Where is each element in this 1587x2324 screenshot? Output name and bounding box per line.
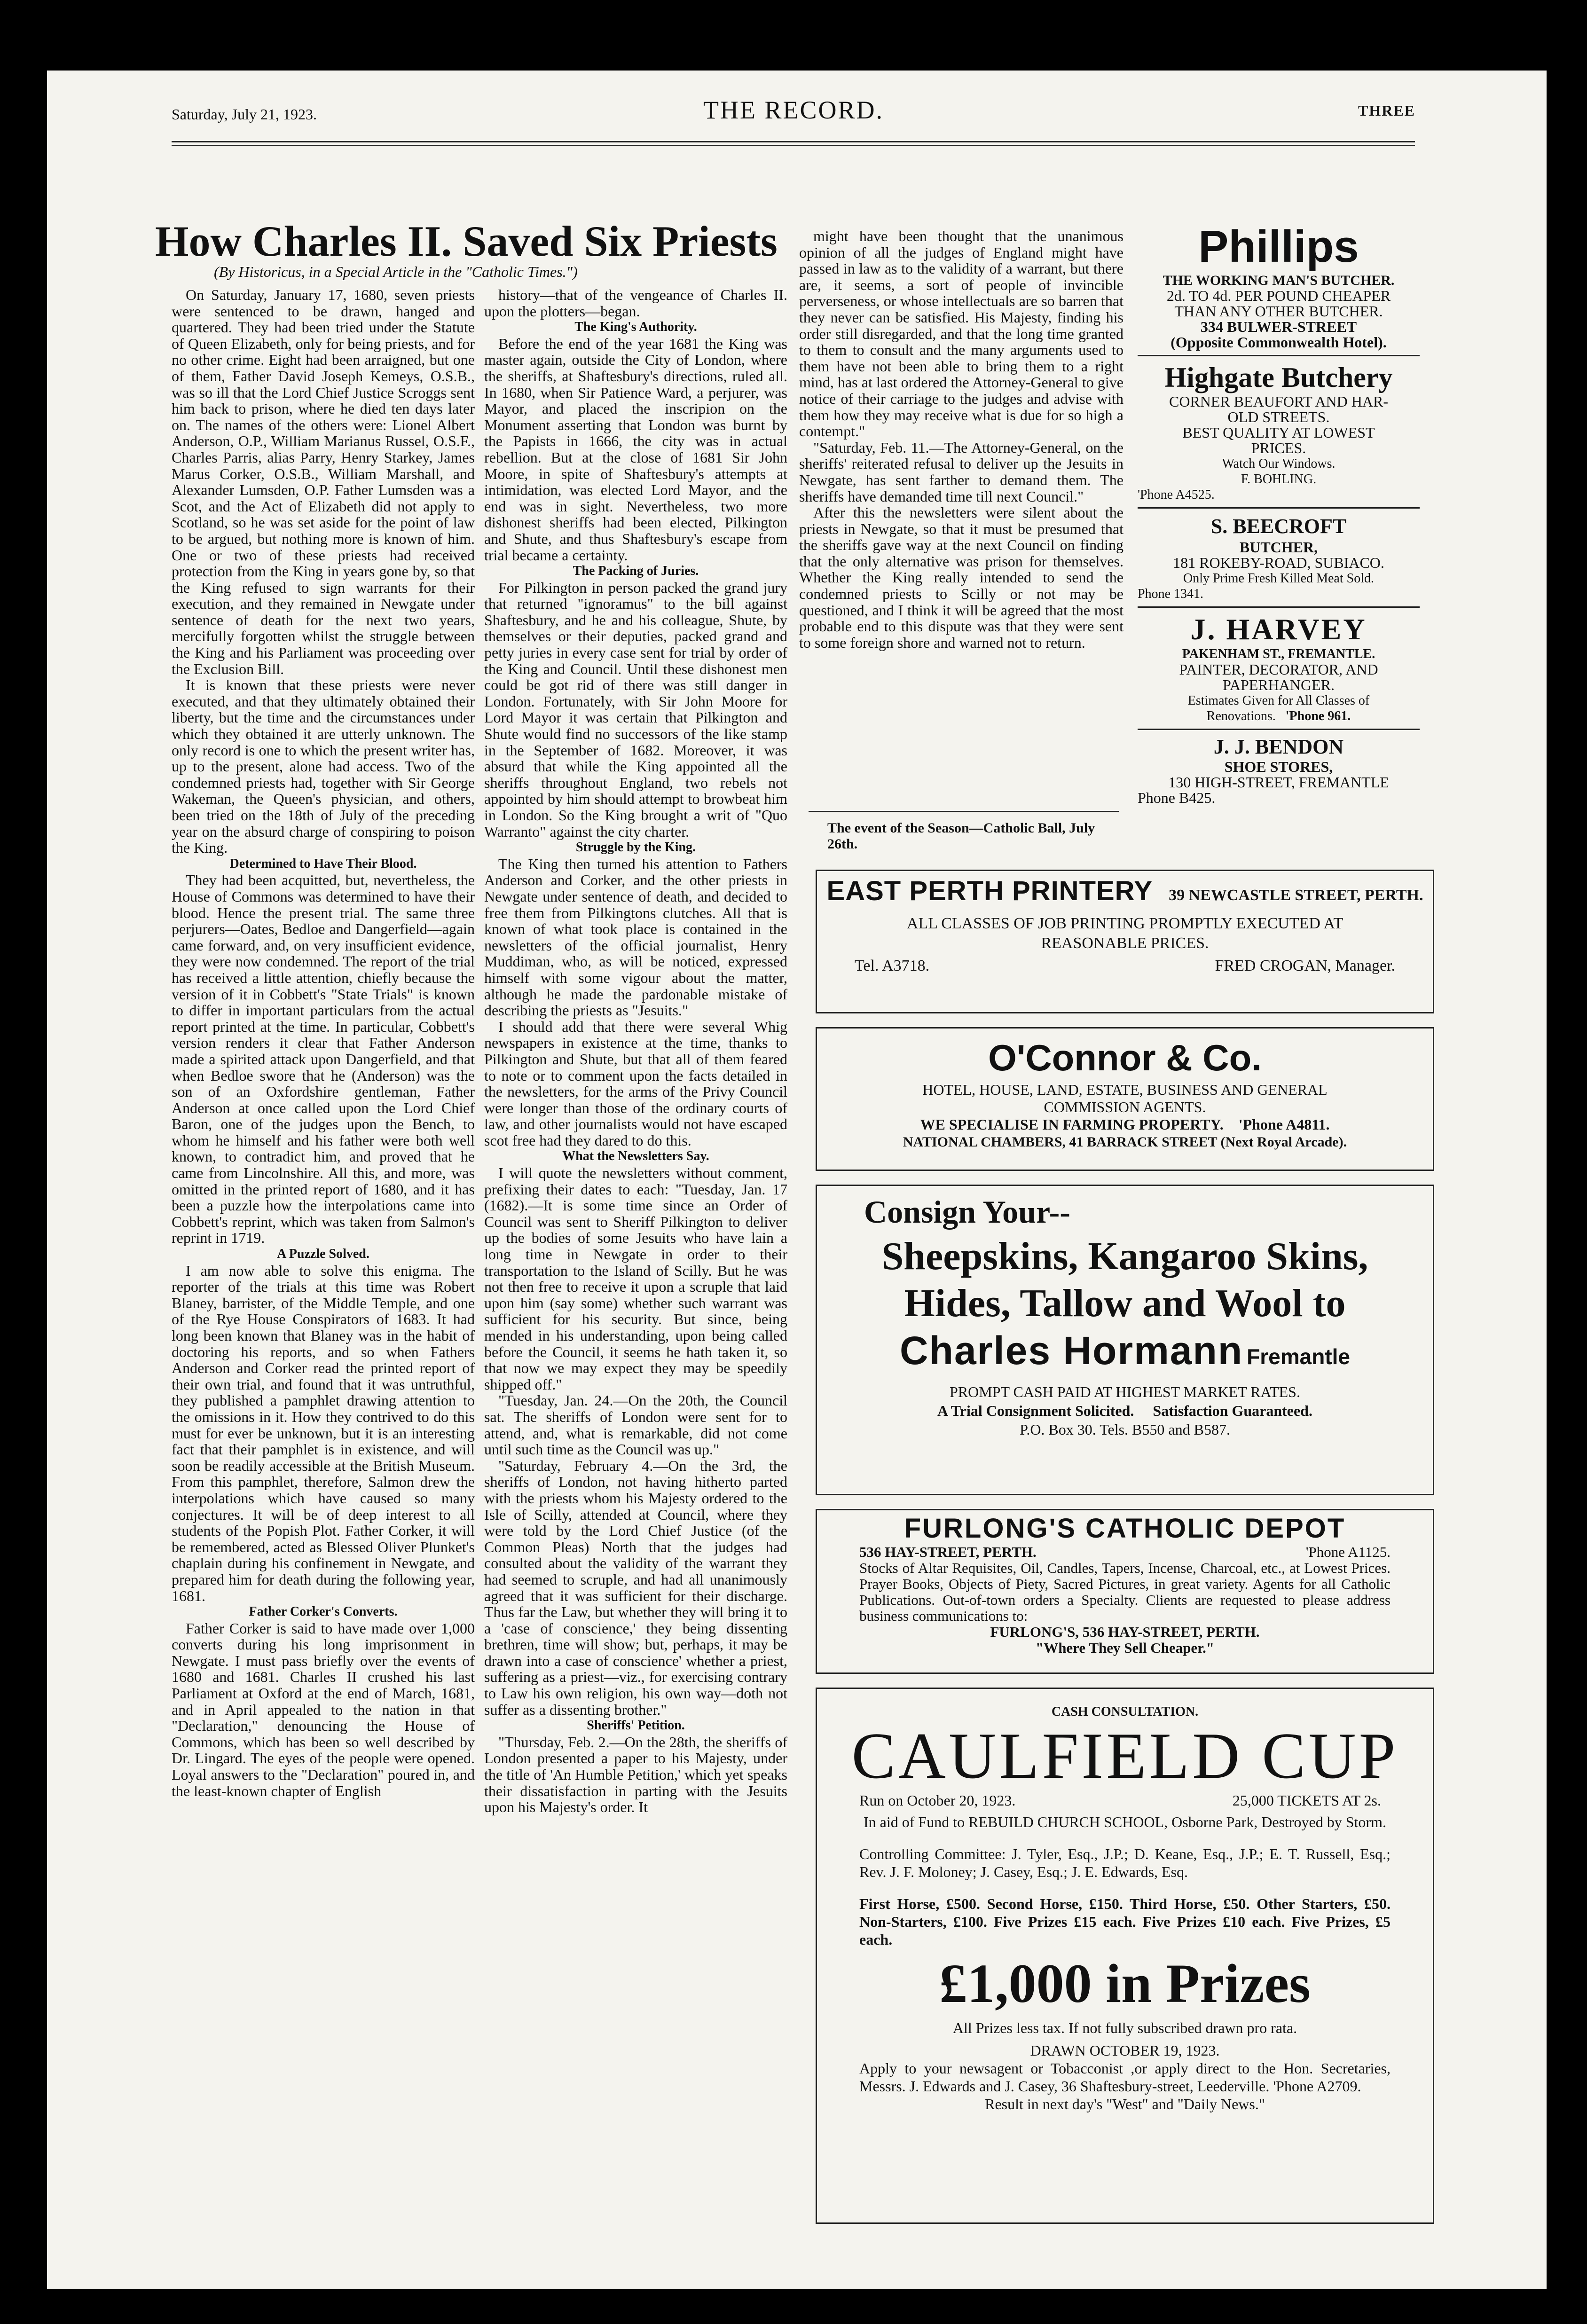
ad-line: [817, 1544, 1433, 1560]
oconnor-name: O'Connor & Co.: [988, 1037, 1262, 1078]
paragraph: "Thursday, Feb. 2.—On the 28th, the sheriffs of London presented a paper to his Majesty, under the title of 'An Humble Petition,' which yet speaks their dissatisfaction in parting with the Jesuits upon his Majesty's order. It: [484, 1733, 787, 1816]
ad-line: PAKENHAM ST., FREMANTLE.: [1182, 647, 1375, 661]
east-perth-printery-ad: [816, 870, 1434, 1013]
ad-line: Hides, Tallow and Wool to: [904, 1281, 1346, 1325]
paragraph: I will quote the newsletters without comment, prefixing their dates to each: "Tuesday, Jan. 17 (1682).—It is some time since an Order of Council was sent to Sheriff Pilkington to deliver up the bodies of some Jesuits who have lain a long time in Newgate in order to their transportation to the Island of Scilly. But he was not then free to receive it upon a scruple that laid upon him (say some) whether such warrant was sufficient for his security. But since, being mended in his understanding, upon being called before the Council, it seems he hath taken it, so that now we may expect they may be speedily shipped off.": [484, 1164, 787, 1393]
subheading: Father Corker's Converts.: [249, 1604, 398, 1619]
ad-line: F. BOHLING.: [1241, 472, 1317, 487]
ad-line: Apply to your newsagent or Tobacconist ,or apply direct to the Hon. Secretaries, Messrs. J. Edwards and J. Casey, 36 Shaftesbury-street, Leederville. 'Phone A2709.: [859, 2060, 1391, 2095]
ad-phone: Phone B425.: [1138, 789, 1216, 806]
paragraph: I am now able to solve this enigma. The reporter of the trials at this time was Robert Blaney, barrister, of the Middle Temple, and one of the Rye House Conspirators of 1683. It had long been known that Blaney was in the habit of doctoring his reports, and so when Fathers Anderson and Corker read the printed report of their own trial, and found that it was untruthful, they published a pamphlet drawing attention to the omissions in it. How they contrived to do this must for ever be unknown, but it is an interesting fact that their pamphlet is in existence, and will soon be readily accessible at the British Museum. From this pamphlet, therefore, Salmon drew the interpolations which have caused so many conjectures. It will be of deep interest to all students of the Popish Plot. Father Corker, it will be remembered, acted as Blessed Oliver Plunket's chaplain during his confinement in Newgate, and prepared him for death during the following year, 1681.: [172, 1262, 475, 1604]
ad-line: A Trial Consignment Solicited.: [937, 1402, 1134, 1419]
printery-name: EAST PERTH PRINTERY: [826, 876, 1153, 906]
caulfield-cup-ad: [816, 1688, 1434, 2224]
paragraph: "Saturday, Feb. 11.—The Attorney-General, on the sheriffs' reiterated refusal to deliver up the Jesuits in Newgate, has sent farther to demand them. The sheriffs have demanded time till next Council.": [799, 439, 1123, 505]
subheading: What the Newsletters Say.: [562, 1149, 709, 1164]
ad-line: [817, 1401, 1433, 1420]
issue-date: Saturday, July 21, 1923.: [172, 106, 317, 123]
page-header: [172, 92, 1415, 129]
caulfield-name: CAULFIELD CUP: [851, 1719, 1398, 1792]
ad-line: Run on October 20, 1923.: [859, 1792, 1016, 1809]
article-column-1: [172, 287, 475, 2120]
ad-line: First Horse, £500. Second Horse, £150. Third Horse, £50. Other Starters, £50. Non-Starters, £100. Five Prizes £15 each. Five Prizes £10 each. Five Prizes, £5 each.: [859, 1895, 1391, 1948]
ad-line: [817, 876, 1433, 906]
ad-phone: 'Phone A1125.: [1305, 1544, 1391, 1560]
ad-line: [817, 953, 1433, 976]
header-rule: [172, 141, 1415, 142]
ad-phone: 'Phone A4525.: [1138, 487, 1215, 502]
ad-line: [817, 1327, 1433, 1382]
ad-line: "Where They Sell Cheaper.": [1035, 1640, 1215, 1656]
article-column-2: [484, 287, 787, 2120]
furlong-address: 536 HAY-STREET, PERTH.: [859, 1544, 1037, 1560]
ad-divider: [1138, 729, 1420, 730]
paragraph: For Pilkington in person packed the grand jury that returned "ignoramus" to the bill against Shaftesbury, and he and his colleague, Shute, by themselves or their deputies, packed grand and petty juries in every case sent for trial by order of the King and Council. Until these dishonest men could be got rid of there was still danger in London. Fortunately, with Sir John Moore for Lord Mayor it was certain that Pilkington and Shute would find no successors of the like stamp in the September of 1682. Moreover, it was absurd that while the King appointed all the sheriffs throughout England, two rebels not appointed by him should attempt to browbeat him in London. So the King brought a writ of "Quo Warranto" against the city charter.: [484, 579, 787, 840]
paragraph: "Saturday, February 4.—On the 3rd, the sheriffs of London, not having hitherto parted with the priests whom his Majesty ordered to the Isle of Scilly, attended at Council, where they were told by the Lord Chief Justice (of the Common Pleas) North that the judges had consulted about the validity of the warrant they had seemed to scruple, and had all unanimously agreed that it was sufficient for their discharge. Thus far the Law, but whether they will bring it to a 'case of conscience,' they being dissenting brethren, time will show; but, perhaps, it may be drawn into a case of conscience' whether a priest, suffering as a priest—viz., for exercising contrary to Law his own religion, his own way—doth not suffer as a dissenting brother.": [484, 1457, 787, 1718]
ad-line: CORNER BEAUFORT AND HAR-: [1169, 393, 1388, 410]
subheading: The Packing of Juries.: [573, 564, 699, 579]
bendon-name: J. J. BENDON: [1213, 735, 1344, 758]
paragraph: The King then turned his attention to Fathers Anderson and Corker, and the other priests in Newgate under sentence of death, and decided to free them from Pilkingtons clutches. All that is known of what took place is contained in the newsletters of the official journalist, Henry Muddiman, who, as will be noticed, expressed himself with some vigour about the matter, although he made the pardonable mistake of describing the priests as "Jesuits.": [484, 855, 787, 1019]
ad-line: PRICES.: [1251, 440, 1306, 456]
ad-line: [817, 1116, 1433, 1133]
article-byline: (By Historicus, in a Special Article in the "Catholic Times."): [214, 263, 578, 280]
ad-line: 130 HIGH-STREET, FREMANTLE: [1168, 774, 1389, 791]
ad-line: Satisfaction Guaranteed.: [1153, 1402, 1312, 1419]
hormann-name: Charles Hormann: [899, 1328, 1243, 1373]
ad-line: Result in next day's "West" and "Daily News.": [985, 2096, 1265, 2112]
event-notice: The event of the Season—Catholic Ball, July 26th.: [827, 820, 1095, 852]
caulfield-prizes-headline: £1,000 in Prizes: [939, 1953, 1311, 2014]
ad-line: Estimates Given for All Classes of: [1187, 693, 1370, 708]
ad-line: COMMISSION AGENTS.: [1044, 1099, 1206, 1115]
ad-phone: 'Phone A4811.: [1238, 1116, 1330, 1133]
phillips-name: Phillips: [1198, 221, 1359, 272]
ad-line: All Prizes less tax. If not fully subscribed drawn pro rata.: [952, 2019, 1297, 2036]
ad-phone: 'Phone 961.: [1285, 709, 1351, 723]
ad-line: PAPERHANGER.: [1223, 676, 1335, 693]
ad-line: In aid of Fund to REBUILD CHURCH SCHOOL, Osborne Park, Destroyed by Storm.: [864, 1814, 1386, 1830]
paragraph: After this the newsletters were silent about the priests in Newgate, so that it must be presumed that the sheriffs gave way at the next Council on finding that the only alternative was prison for themselves. Whether the King really intended to send the condemned priests to Scilly or not may be questioned, and I think it will be agreed that the most probable end to this dispute was that they were sent to some foreign shore and warned not to return.: [799, 504, 1123, 651]
harvey-name: J. HARVEY: [1190, 612, 1367, 646]
furlong-ad: [816, 1509, 1434, 1674]
paragraph: They had been acquitted, but, nevertheless, the House of Commons was determined to have their blood. Hence the present trial. The same three perjurers—Oates, Bedloe and Dangerfield—again came forward, and, on very insufficient evidence, they were now condemned. The report of the trial has received a little attention, chiefly because the version of it in Cobbett's "State Trials" is known to differ in important particulars from the actual report printed at the time. In particular, Cobbett's version renders it clear that Father Anderson made a spirited attack upon Dangerfield, and that when Bedloe swore that he (Anderson) was the son of an Oxfordshire gentleman, Father Anderson at once called upon the Lord Chief Baron, one of the judges upon the Bench, to whom he himself and his father were both well known, to contradict him, and proved that he came from Lincolnshire. All this, and more, was omitted in the printed report of 1680, and it has been a puzzle how the interpolations came into Cobbett's reprint, which was taken from Salmon's reprint in 1719.: [172, 872, 475, 1247]
ad-line: REASONABLE PRICES.: [1041, 934, 1209, 952]
ad-line: 2d. TO 4d. PER POUND CHEAPER: [1166, 287, 1391, 304]
ad-line: PAINTER, DECORATOR, AND: [1179, 661, 1378, 678]
ad-line: NATIONAL CHAMBERS, 41 BARRACK STREET (Next Royal Arcade).: [903, 1134, 1347, 1150]
masthead: THE RECORD.: [703, 96, 884, 124]
subheading: A Puzzle Solved.: [277, 1247, 369, 1262]
ad-line: THAN ANY OTHER BUTCHER.: [1174, 303, 1383, 320]
ad-divider: [1138, 606, 1420, 608]
ad-phone: Phone 1341.: [1138, 587, 1203, 601]
hormann-town: Fremantle: [1247, 1344, 1351, 1369]
hormann-ad: [816, 1185, 1434, 1495]
subheading: Determined to Have Their Blood.: [229, 856, 417, 871]
ad-phone: Tel. A3718.: [855, 957, 930, 974]
ad-line: P.O. Box 30. Tels. B550 and B587.: [1020, 1421, 1230, 1438]
ad-line: 334 BULWER-STREET: [1200, 318, 1357, 335]
ad-line: ALL CLASSES OF JOB PRINTING PROMPTLY EXECUTED AT: [906, 915, 1343, 932]
article-title: How Charles II. Saved Six Priests: [155, 217, 778, 265]
ad-line: [817, 1791, 1433, 1809]
furlong-name: FURLONG'S CATHOLIC DEPOT: [904, 1513, 1346, 1544]
paragraph: It is known that these priests were never executed, and that they ultimately obtained their liberty, but the time and the circumstances under which they obtained it are utterly unknown. The only record is one to which the present writer has, up to the present, alone had access. Two of the condemned priests had, together with Sir George Wakeman, the Queen's physician, and others, been tried on the 18th of July of the preceding year on the absurd charge of conspiring to poison the King.: [172, 676, 475, 856]
paragraph: Father Corker is said to have made over 1,000 converts during his long imprisonment in Newgate. I must pass briefly over the events of 1680 and 1681. Charles II crushed his last Parliament at Oxford at the end of March, 1681, and in April appealed to the nation in that "Declaration," denouncing the House of Commons, which has been so well described by Dr. Lingard. The eyes of the people were opened. Loyal answers to the "Declaration" poured in, and the least-known chapter of English: [172, 1619, 475, 1799]
ad-line: PROMPT CASH PAID AT HIGHEST MARKET RATES.: [950, 1383, 1300, 1400]
ad-line: Sheepskins, Kangaroo Skins,: [881, 1234, 1368, 1278]
highgate-name: Highgate Butchery: [1164, 362, 1393, 393]
ad-line: Consign Your--: [864, 1194, 1070, 1230]
ad-line: SHOE STORES,: [1224, 758, 1333, 775]
subheading: The King's Authority.: [574, 320, 697, 335]
page-label: THREE: [1358, 102, 1415, 119]
phillips-tag: THE WORKING MAN'S BUTCHER.: [1163, 273, 1395, 288]
column-rule: [809, 811, 1119, 812]
subheading: Struggle by the King.: [575, 840, 696, 855]
ad-line: Watch Our Windows.: [1222, 456, 1336, 471]
ad-line: Only Prime Fresh Killed Meat Sold.: [1183, 571, 1374, 586]
ad-line: BEST QUALITY AT LOWEST: [1182, 424, 1375, 441]
paragraph: history—that of the vengeance of Charles II. upon the plotters—began.: [484, 287, 787, 320]
oconnor-ad: [816, 1027, 1434, 1171]
ad-manager: FRED CROGAN, Manager.: [1215, 957, 1395, 974]
small-ads-column: [1138, 221, 1420, 851]
ad-line: Controlling Committee: J. Tyler, Esq., J.P.; D. Keane, Esq., J.P.; E. T. Russell, Esq.; Rev. J. F. Moloney; J. Casey, Esq.; J. E. Edwards, Esq.: [859, 1845, 1391, 1880]
ad-line: CASH CONSULTATION.: [1051, 1704, 1199, 1719]
ad-line: DRAWN OCTOBER 19, 1923.: [1030, 2042, 1220, 2059]
subheading: Sheriffs' Petition.: [587, 1718, 685, 1733]
ad-line: (Opposite Commonwealth Hotel).: [1171, 334, 1387, 351]
ad-line: FURLONG'S, 536 HAY-STREET, PERTH.: [990, 1624, 1260, 1640]
paragraph: On Saturday, January 17, 1680, seven priests were sentenced to be drawn, hanged and quartered. They had been tried under the Statute of Queen Elizabeth, only for being priests, and for no other crime. Eight had been arraigned, but one of them, Father David Joseph Kemeys, O.S.B., was so ill that the Lord Chief Justice Scroggs sent him back to prison, where he died ten days later on. The names of the others were: Lionel Albert Anderson, O.P., William Marianus Russel, O.S.F., Charles Parris, alias Parry, Henry Starkey, James Marus Corker, O.S.B., William Marshall, and Alexander Lumsden, O.P. Father Lumsden was a Scot, and the Act of Elizabeth did not apply to Scotland, so he was set aside for the point of law to be argued, but nothing more is known of him. One or two of these priests had received protection from the King in years gone by, so that the King refused to sign warrants for their execution, and they remained in Newgate under sentence of death for the next two years, mercifully forgotten whilst the struggle between the King and his Parliament was proceeding over the Exclusion Bill.: [172, 287, 475, 677]
printery-address: 39 NEWCASTLE STREET, PERTH.: [1169, 887, 1423, 904]
ad-divider: [1138, 355, 1420, 356]
paragraph: I should add that there were several Whig newspapers in existence at the time, thanks to Pilkington and Shute, but that all of them feared to note or to comment upon the facts detailed in the newsletters, for the arms of the Privy Council were longer than those of the ordinary courts of law, and other journalists would not have escaped scot free had they dared to do this.: [484, 1018, 787, 1149]
ad-line: 181 ROKEBY-ROAD, SUBIACO.: [1173, 554, 1384, 571]
paragraph: "Tuesday, Jan. 24.—On the 20th, the Council sat. The sheriffs of London were sent for to attend, and, what is remarkable, did not come until such time as the Council was up.": [484, 1392, 787, 1458]
ad-line: OLD STREETS.: [1227, 408, 1330, 425]
paragraph: Before the end of the year 1681 the King was master again, outside the City of London, where the sheriffs, at Shaftesbury's directions, ruled all. In 1680, when Sir Patience Ward, a perjurer, was Mayor, and placed the inscripion on the Monument asserting that London was burnt by the Papists in 1666, the city was in actual rebellion. But at the close of 1681 Sir John Moore, in spite of Shaftesbury's attempts at intimidation, was elected Lord Mayor, and the end was in sight. Nevertheless, two more dishonest sheriffs had been elected, Pilkington and Shute, and thus Shaftesbury's escape from trial became a certainty.: [484, 335, 787, 564]
beecroft-name: S. BEECROFT: [1210, 515, 1347, 538]
article-column-3: [799, 228, 1123, 806]
ad-line: Renovations.: [1206, 709, 1276, 723]
ad-line: WE SPECIALISE IN FARMING PROPERTY.: [920, 1116, 1224, 1133]
ad-line: HOTEL, HOUSE, LAND, ESTATE, BUSINESS AND GENERAL: [922, 1081, 1328, 1098]
furlong-body: Stocks of Altar Requisites, Oil, Candles, Tapers, Incense, Charcoal, etc., at Lowest Prices. Prayer Books, Objects of Piety, Sacred Pictures, in great variety. Agents for all Catholic Publications. Out-of-town orders a Specialty. Clients are requested to please address business communications to:: [859, 1560, 1391, 1624]
header-rule-thin: [172, 145, 1415, 146]
paragraph: might have been thought that the unanimous opinion of all the judges of England might have passed in law as to the validity of a warrant, but there are, it seems, a sort of people of invincible perverseness, or whose intellectuals are so barren that they never can be satisfied. His Majesty, finding his order still disregarded, and that the long time granted to them to consult and the many arguments used to them have not been able to bring them to a right mind, has at last ordered the Attorney-General to give notice of their carriage to the judges and advise with them how they may receive what is due for so high a contempt.": [799, 228, 1123, 440]
ad-line: BUTCHER,: [1239, 539, 1318, 556]
ad-line: [1138, 708, 1420, 724]
ad-divider: [1138, 507, 1420, 509]
ad-line: 25,000 TICKETS AT 2s.: [1232, 1792, 1381, 1809]
